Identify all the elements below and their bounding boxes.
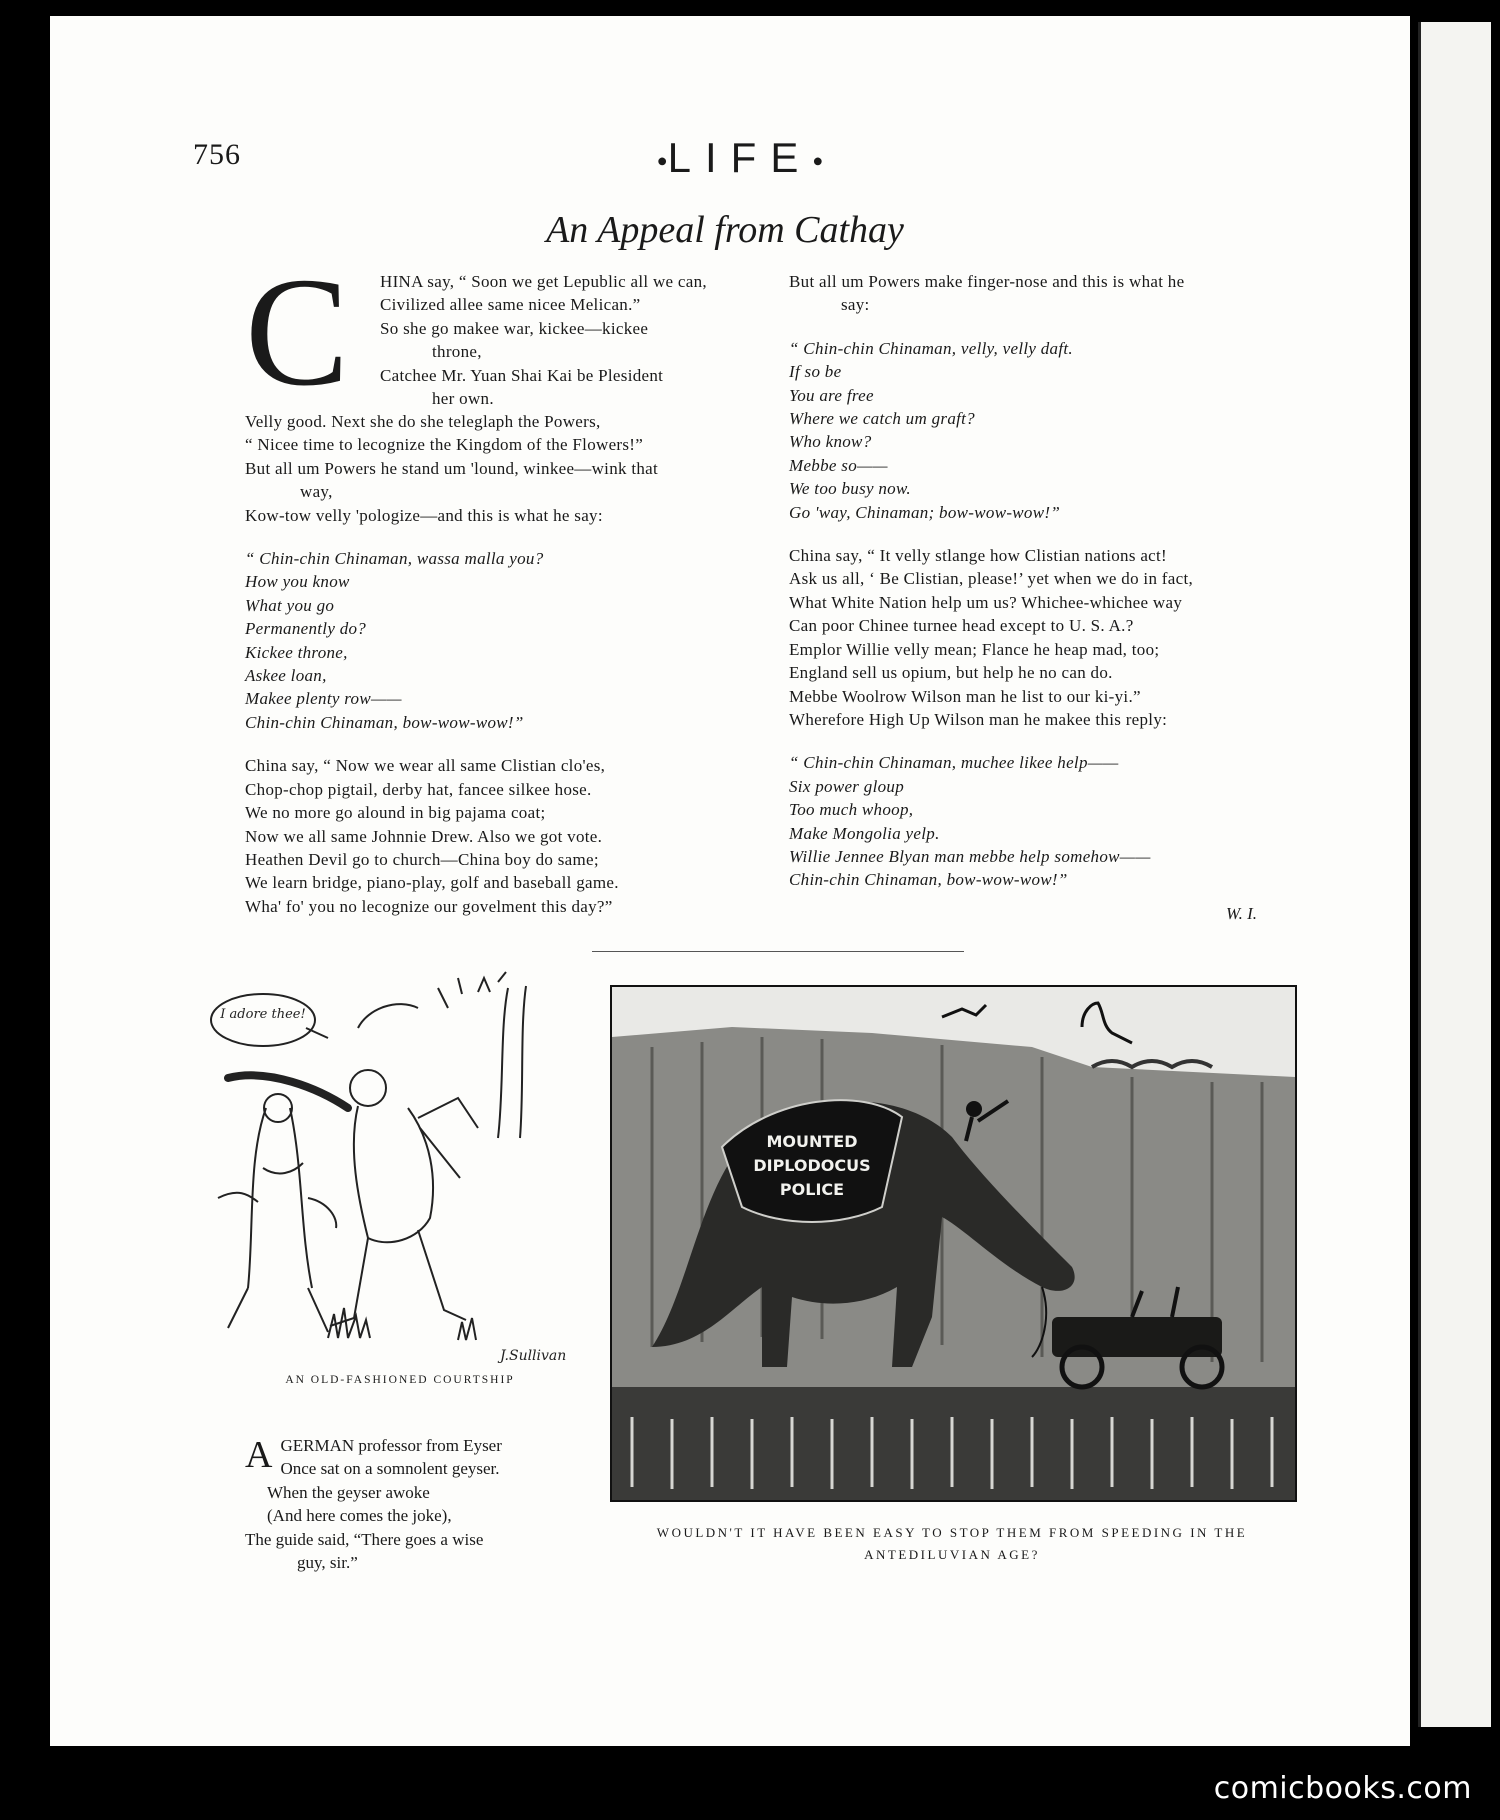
poem-line: China say, “ Now we wear all same Clistian clo'es,	[245, 756, 606, 776]
poem-line: Heathen Devil go to church—China boy do same;	[245, 849, 599, 869]
masthead-text: LIFE	[667, 134, 813, 181]
refrain-line: Go 'way, Chinaman; bow-wow-wow!”	[789, 502, 1061, 522]
poem-line: Catchee Mr. Yuan Shai Kai be Plesident	[380, 365, 664, 385]
poem-line: So she go makee war, kickee—kickee	[380, 318, 649, 338]
limerick	[245, 1434, 585, 1574]
page-number: 756	[193, 138, 241, 171]
refrain-line: We too busy now.	[789, 479, 911, 499]
refrain-line: Too much whoop,	[789, 800, 914, 820]
limerick-line: (And here comes the joke),	[267, 1506, 452, 1526]
limerick-initial: A	[245, 1434, 273, 1476]
refrain-line: Who know?	[789, 432, 872, 452]
poem-line: Wha' fo' you no lecognize our govelment this day?”	[245, 896, 613, 916]
refrain-line: If so be	[789, 362, 842, 382]
watermark: comicbooks.com	[1213, 1771, 1472, 1806]
refrain-line: Permanently do?	[245, 619, 367, 639]
speech-text: I adore thee!	[220, 1007, 306, 1022]
caption-line: ANTEDILUVIAN AGE?	[864, 1547, 1040, 1562]
courtship-cartoon	[208, 968, 580, 1380]
bottom-bar	[0, 1754, 1500, 1820]
poem-line: “ Nicee time to lecognize the Kingdom of the Flowers!”	[245, 435, 644, 455]
poem-line: Civilized allee same nicee Melican.”	[380, 295, 641, 315]
caption-line: WOULDN'T IT HAVE BEEN EASY TO STOP THEM FROM SPEEDING IN THE	[656, 1525, 1248, 1540]
poem-line: Mebbe Woolrow Wilson man he list to our ki-yi.”	[789, 686, 1141, 706]
refrain-line: “ Chin-chin Chinaman, wassa malla you?	[245, 549, 544, 569]
poem-line: her own.	[432, 389, 494, 409]
refrain-line: Chin-chin Chinaman, bow-wow-wow!”	[245, 712, 524, 732]
limerick-line: When the geyser awoke	[267, 1482, 430, 1502]
diplodocus-caption	[612, 1522, 1292, 1566]
poem-opening	[380, 270, 760, 410]
poem-line: Can poor Chinee turnee head except to U. S. A.?	[789, 616, 1134, 636]
refrain-line: Chin-chin Chinaman, bow-wow-wow!”	[789, 870, 1068, 890]
diplodocus-drawing	[612, 987, 1295, 1500]
limerick-line: Once sat on a somnolent geyser.	[280, 1459, 500, 1479]
article-title: An Appeal from Cathay	[546, 209, 904, 251]
poem-signature: W. I.	[1226, 904, 1258, 923]
poem-line: But all um Powers make finger-nose and this is what he	[789, 272, 1185, 291]
refrain-line: Askee loan,	[245, 666, 327, 686]
refrain-line: Mebbe so——	[789, 455, 888, 475]
poem-line: Chop-chop pigtail, derby hat, fancee silkee hose.	[245, 779, 592, 799]
refrain-line: Six power gloup	[789, 776, 904, 796]
courtship-drawing	[208, 968, 580, 1380]
limerick-line: GERMAN professor from Eyser	[280, 1436, 502, 1455]
poem-line: England sell us opium, but help he no can do.	[789, 663, 1113, 683]
poem-line: Velly good. Next she do she teleglaph the Powers,	[245, 412, 601, 431]
refrain-line: “ Chin-chin Chinaman, velly, velly daft.	[789, 338, 1073, 358]
adjacent-page-edge	[1418, 22, 1491, 1727]
courtship-caption: AN OLD-FASHIONED COURTSHIP	[285, 1374, 515, 1386]
poem-line: China say, “ It velly stlange how Clistian nations act!	[789, 546, 1167, 566]
limerick-line: guy, sir.”	[297, 1553, 358, 1573]
poem-line: Ask us all, ‘ Be Clistian, please!’ yet when we do in fact,	[789, 569, 1194, 589]
blanket-line: POLICE	[779, 1180, 845, 1199]
artist-signature: J.Sullivan	[500, 1348, 567, 1364]
limerick-line: The guide said, “There goes a wise	[245, 1529, 484, 1549]
poem-line: Kow-tow velly 'pologize—and this is what he say:	[245, 505, 603, 525]
poem-line: Emplor Willie velly mean; Flance he heap mad, too;	[789, 639, 1160, 659]
poem-line: We learn bridge, piano-play, golf and baseball game.	[245, 873, 619, 893]
poem-line: But all um Powers he stand um 'lound, winkee—wink that	[245, 458, 659, 478]
drop-cap: C	[245, 245, 350, 418]
refrain-line: Make Mongolia yelp.	[789, 823, 940, 843]
poem-line: Now we all same Johnnie Drew. Also we got vote.	[245, 826, 603, 846]
masthead: ●LIFE●	[656, 134, 824, 181]
refrain-line: How you know	[245, 572, 350, 592]
poem-line: throne,	[432, 342, 482, 362]
poem-line: say:	[841, 295, 870, 315]
blanket-line: MOUNTED	[766, 1132, 858, 1151]
refrain-line: “ Chin-chin Chinaman, muchee likee help——	[789, 753, 1119, 773]
poem-line: We no more go alound in big pajama coat;	[245, 803, 546, 823]
refrain-line: What you go	[245, 595, 335, 615]
refrain-line: You are free	[789, 385, 874, 405]
poem-left-column	[245, 410, 760, 918]
poem-line: way,	[300, 482, 333, 502]
divider-rule	[592, 951, 964, 952]
blanket-line: DIPLODOCUS	[753, 1156, 871, 1175]
refrain-line: Kickee throne,	[245, 642, 348, 662]
poem-line: HINA say, “ Soon we get Lepublic all we can,	[380, 272, 707, 291]
refrain-line: Makee plenty row——	[245, 689, 402, 709]
poem-right-column	[789, 270, 1299, 892]
refrain-line: Willie Jennee Blyan man mebbe help somehow——	[789, 846, 1151, 866]
diplodocus-cartoon	[610, 985, 1297, 1502]
poem-line: What White Nation help um us? Whichee-whichee way	[789, 592, 1183, 612]
refrain-line: Where we catch um graft?	[789, 409, 975, 429]
poem-line: Wherefore High Up Wilson man he makee this reply:	[789, 709, 1168, 729]
